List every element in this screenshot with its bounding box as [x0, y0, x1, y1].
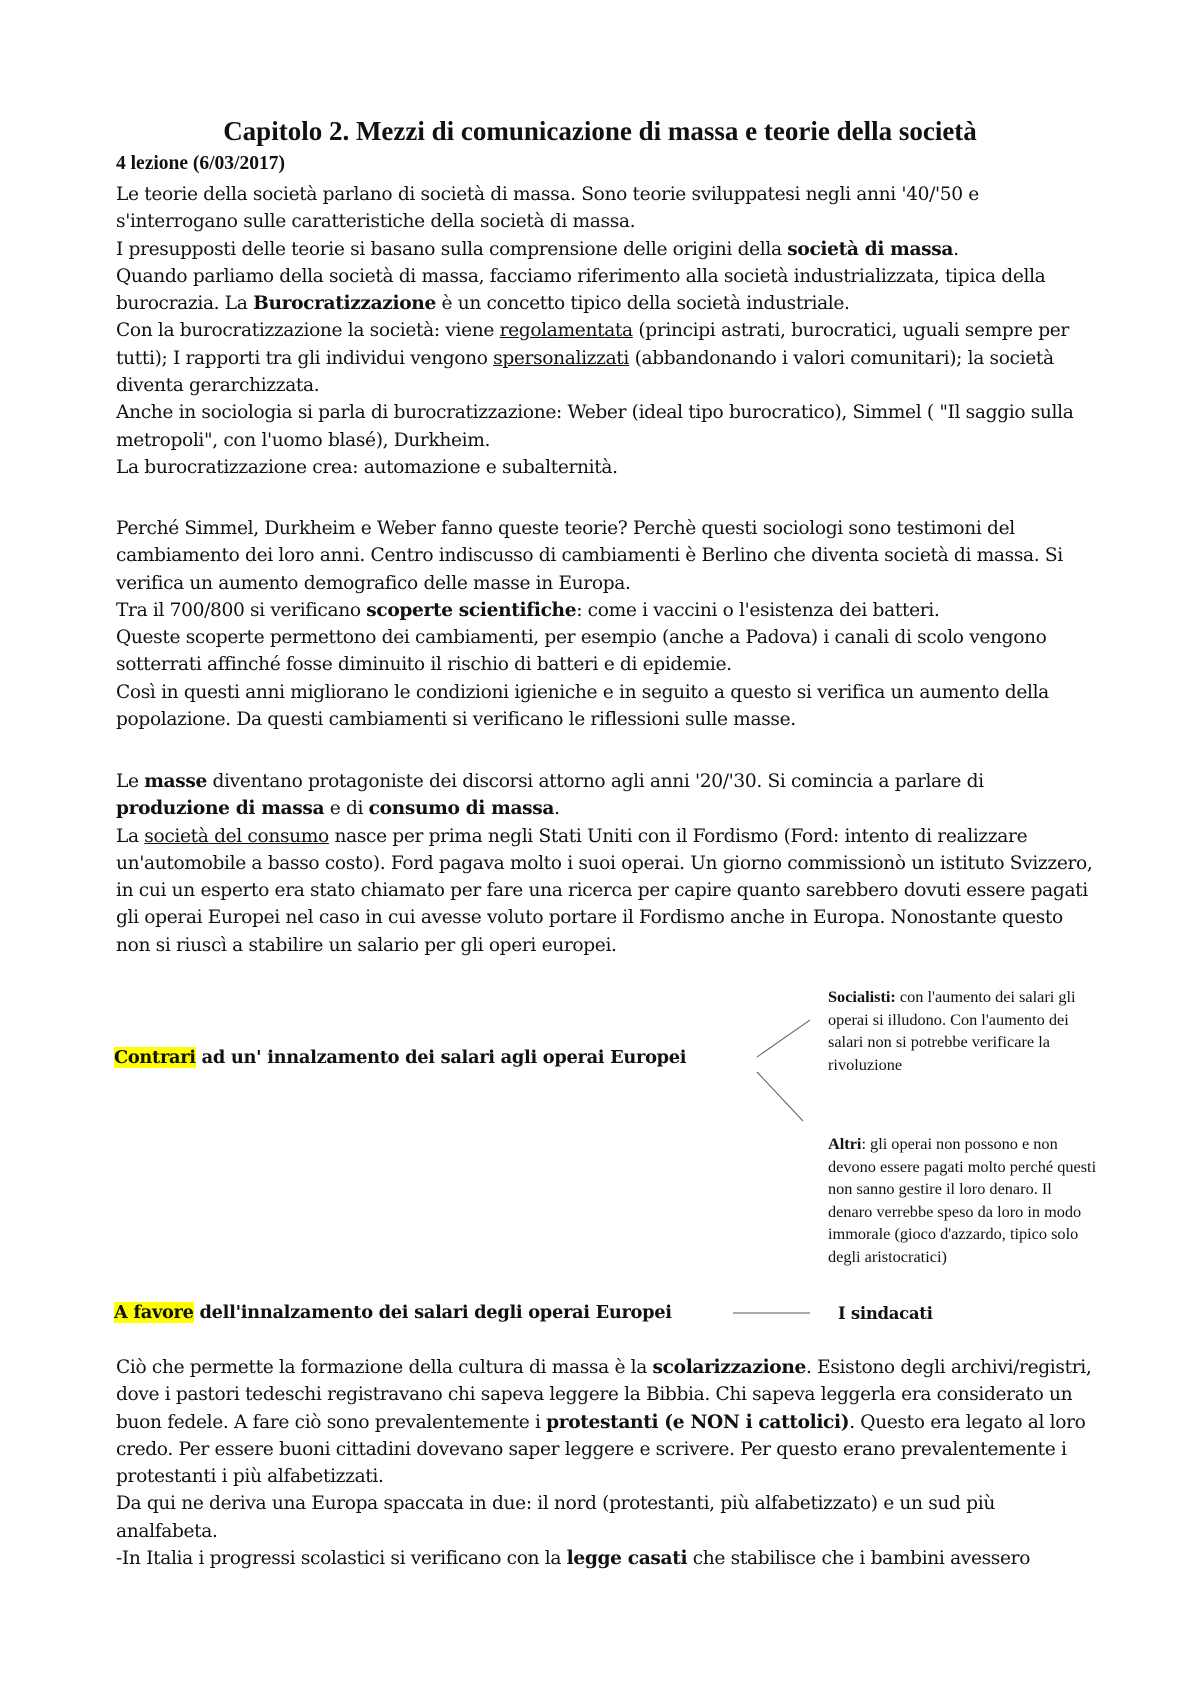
bold-term: protestanti (e NON i cattolici): [546, 1411, 850, 1433]
text-run: .: [554, 798, 560, 820]
note-label: Altri: [828, 1134, 862, 1153]
text-run: e di: [324, 798, 369, 820]
text-run: Da qui ne deriva una Europa spaccata in due: il nord (protestanti, più alfabetizzato) e un sud più analfabeta.: [116, 1493, 995, 1542]
lesson-subtitle: 4 lezione (6/03/2017): [116, 153, 285, 174]
note-text: con l'aumento dei salari gli operai si illudono. Con l'aumento dei salari non si potrebbe verificare la rivoluzione: [828, 987, 1076, 1074]
text-run: dell'innalzamento dei salari degli operai Europei: [193, 1302, 672, 1323]
contrari-node: [114, 1047, 686, 1068]
bold-term: consumo di massa: [368, 798, 555, 820]
underlined-term: regolamentata: [499, 320, 633, 342]
text-run: La: [116, 825, 145, 847]
paragraph-masse: [116, 768, 1096, 959]
bold-term: produzione di massa: [116, 798, 325, 820]
text-run: ad un' innalzamento dei salari agli operai Europei: [195, 1047, 687, 1068]
paragraph-burocratizzazione: [116, 181, 1096, 481]
text-run: che stabilisce che i bambini avessero: [687, 1548, 1031, 1570]
connector-line: [757, 1072, 803, 1121]
socialisti-note: [828, 986, 1100, 1076]
note-text: : gli operai non possono e non devono essere pagati molto perché questi non sanno gestire il loro denaro. Il denaro verrebbe speso da loro in modo immorale (gioco d'azzardo, tipico solo degli aristocratici): [828, 1134, 1097, 1266]
paragraph-cambiamenti: [116, 515, 1096, 733]
text-run: Le teorie della società parlano di società di massa. Sono teorie sviluppatesi negli anni '40/'50 e s'interrogano sulle caratteristiche della società di massa.: [116, 184, 979, 233]
altri-note: [828, 1133, 1100, 1269]
text-run: .: [953, 238, 959, 260]
text-run: nasce per prima negli Stati Uniti con il Fordismo (Ford: intento di realizzare un'automobile a basso costo). Ford pagava molto i suoi operai. Un giorno commissionò un istituto Svizzero, in cui un esperto era stato chiamato per fare una ricerca per capire quanto sarebbero dovuti essere pagati gli operai Europei nel caso in cui avesse voluto portare il Fordismo anche in Europa. Nonostante questo non si riuscì a stabilire un salario per gli operi europei.: [116, 825, 1093, 956]
bold-term: scoperte scientifiche: [366, 599, 577, 621]
text-run: : come i vaccini o l'esistenza dei batteri.: [576, 599, 940, 621]
text-run: Anche in sociologia si parla di burocratizzazione: Weber (ideal tipo burocratico), Simmel ( "Il saggio sulla metropoli", con l'uomo blasé), Durkheim.: [116, 402, 1074, 451]
sindacati-node: I sindacati: [838, 1304, 933, 1323]
bold-term: società di massa: [787, 238, 954, 260]
highlighted-term: A favore: [114, 1302, 194, 1323]
text-run: Quando parliamo della società di massa, facciamo riferimento alla società industrializzata, tipica della burocrazia. La: [116, 265, 1046, 315]
text-run: Tra il 700/800 si verificano: [116, 599, 367, 621]
connector-line: [757, 1020, 810, 1057]
text-run: (abbandonando i valori comunitari); la società diventa gerarchizzata.: [116, 347, 1054, 397]
text-run: Queste scoperte permettono dei cambiamenti, per esempio (anche a Padova) i canali di scolo vengono sotterrati affinché fosse diminuito il rischio di batteri e di epidemie.: [116, 627, 1047, 676]
text-run: Così in questi anni migliorano le condizioni igieniche e in seguito a questo si verifica un aumento della popolazione. Da questi cambiamenti si verificano le riflessioni sulle masse.: [116, 681, 1049, 731]
paragraph-scolarizzazione: [116, 1354, 1096, 1572]
text-run: è un concetto tipico della società industriale.: [435, 293, 850, 315]
text-run: I presupposti delle teorie si basano sulla comprensione delle origini della: [116, 238, 788, 260]
bold-term: masse: [144, 771, 207, 792]
highlighted-term: Contrari: [114, 1047, 196, 1068]
text-run: Perché Simmel, Durkheim e Weber fanno queste teorie? Perchè questi sociologi sono testimoni del cambiamento dei loro anni. Centro indiscusso di cambiamenti è Berlino che diventa società di massa. Si verifica un aumento demografico delle masse in Europa.: [116, 518, 1063, 594]
text-run: . Questo era legato al loro credo. Per essere buoni cittadini dovevano saper leggere e scrivere. Per questo erano prevalentemente i protestanti i più alfabetizzati.: [116, 1411, 1086, 1488]
bold-term: Burocratizzazione: [253, 293, 436, 315]
text-run: Con la burocratizzazione la società: viene: [116, 320, 500, 342]
bold-term: legge casati: [566, 1548, 688, 1570]
bold-term: scolarizzazione: [652, 1357, 806, 1378]
text-run: (principi astrati, burocratici, uguali sempre per tutti); I rapporti tra gli individui vengono: [116, 320, 1069, 369]
text-run: Ciò che permette la formazione della cultura di massa è la: [116, 1357, 653, 1378]
underlined-term: società del consumo: [144, 825, 329, 847]
text-run: -In Italia i progressi scolastici si verificano con la: [116, 1548, 567, 1570]
favore-node: [114, 1302, 672, 1323]
text-run: diventano protagoniste dei discorsi attorno agli anni '20/'30. Si comincia a parlare di: [206, 771, 984, 792]
underlined-term: spersonalizzati: [493, 347, 630, 369]
note-label: Socialisti:: [828, 987, 896, 1006]
text-run: . Esistono degli archivi/registri, dove i pastori tedeschi registravano chi sapeva leggere la Bibbia. Chi sapeva leggerla era considerato un buon fedele. A fare ciò sono prevalentemente i: [116, 1357, 1092, 1433]
chapter-title: Capitolo 2. Mezzi di comunicazione di massa e teorie della società: [223, 116, 977, 146]
text-run: La burocratizzazione crea: automazione e subalternità.: [116, 456, 618, 478]
text-run: Le: [116, 771, 145, 792]
